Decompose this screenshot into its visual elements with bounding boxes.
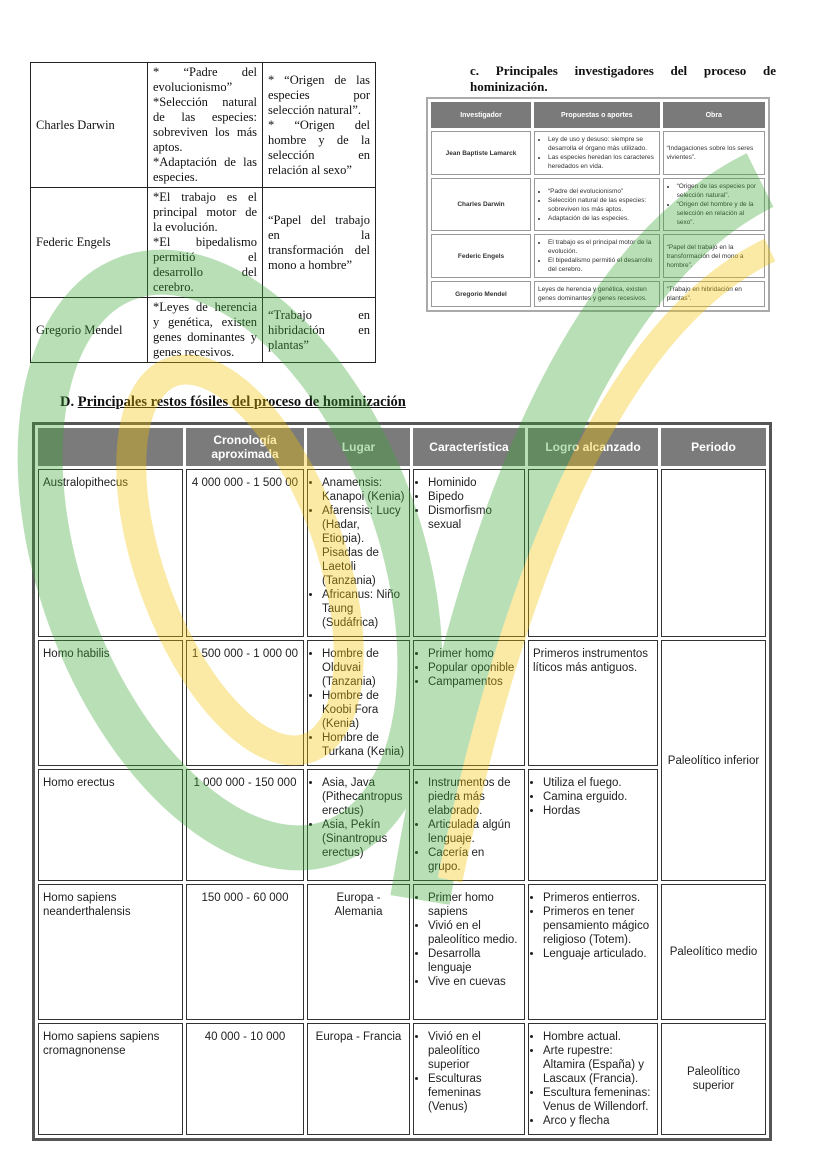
- species-name: Homo sapiens neanderthalensis: [38, 884, 183, 1020]
- list-item: • El trabajo es el principal motor de la evolución.: [548, 238, 656, 256]
- col-header: Periodo: [661, 428, 766, 466]
- lugar-cell: [307, 469, 410, 637]
- obra-cell: [663, 234, 765, 278]
- species-name: Homo erectus: [38, 769, 183, 881]
- bullet-list: [312, 776, 405, 860]
- col-header: Lugar: [307, 428, 410, 466]
- table-row: [38, 640, 766, 766]
- list-item: • Hordas: [543, 804, 653, 818]
- periodo-cell: Paleolítico superior: [661, 1023, 766, 1135]
- list-item: • Afarensis: Lucy (Hadar, Etiopia). Pisadas de Laetoli (Tanzania): [322, 504, 405, 588]
- logro-cell: Primeros instrumentos líticos más antiguos.: [528, 640, 658, 766]
- table-row: [38, 769, 766, 881]
- list-item: • Escultura femeninas: Venus de Willendorf.: [543, 1086, 653, 1114]
- list-item: • Arco y flecha: [543, 1114, 653, 1128]
- list-item: • Hombre de Koobi Fora (Kenia): [322, 689, 405, 731]
- list-item: • Vivió en el paleolítico medio.: [428, 919, 520, 947]
- list-item: • Primer homo: [428, 647, 520, 661]
- table-row: [38, 469, 766, 637]
- list-item: • Bipedo: [428, 490, 520, 504]
- investigators-table-left: [30, 62, 376, 363]
- species-name: Homo sapiens sapiens cromagnonense: [38, 1023, 183, 1135]
- species-name: Homo habilis: [38, 640, 183, 766]
- list-item: • “Padre del evolucionismo”: [548, 187, 656, 196]
- list-item: • Instrumentos de piedra más elaborado.: [428, 776, 520, 818]
- table-row: [38, 884, 766, 1020]
- caracteristica-cell: [413, 469, 525, 637]
- caracteristica-cell: [413, 640, 525, 766]
- cell-line: *El bipedalismo permitió el desarrollo del cerebro.: [153, 235, 257, 294]
- cell-line: * “Origen del hombre y de la selección en relación al sexo”: [268, 117, 370, 177]
- list-item: • Hombre de Olduvai (Tanzania): [322, 647, 405, 689]
- obra-cell: [263, 298, 376, 363]
- obra-cell: [263, 188, 376, 298]
- investigators-table-image: [426, 97, 770, 312]
- chronology-cell: 1 500 000 - 1 000 00: [186, 640, 304, 766]
- list-item: • Asia, Java (Pithecantropus erectus): [322, 776, 405, 818]
- list-item: • Lenguaje articulado.: [543, 947, 653, 961]
- bullet-list: [538, 238, 656, 274]
- chronology-cell: 150 000 - 60 000: [186, 884, 304, 1020]
- list-item: • Las especies heredan los caracteres heredados en vida.: [548, 153, 656, 171]
- cell-line: “Papel del trabajo en la transformación del mono a hombre”: [268, 212, 370, 272]
- list-item: • Primer homo sapiens: [428, 891, 520, 919]
- cell-line: *Leyes de herencia y genética, existen genes dominantes y genes recesivos.: [153, 300, 257, 359]
- lugar-cell: Europa - Francia: [307, 1023, 410, 1135]
- bullet-list: [533, 776, 653, 818]
- caracteristica-cell: [413, 884, 525, 1020]
- list-item: • Asia, Pekín (Sinantropus erectus): [322, 818, 405, 860]
- section-c-title: c. Principales investigadores del proceso de hominización.: [470, 63, 776, 94]
- logro-cell: [528, 884, 658, 1020]
- cell-line: * “Origen de las especies por selección natural”.: [268, 72, 370, 117]
- cell-line: “Indagaciones sobre los seres vivientes”.: [666, 145, 754, 161]
- chronology-cell: 40 000 - 10 000: [186, 1023, 304, 1135]
- bullet-list: [538, 135, 656, 171]
- aportes-cell: [148, 298, 263, 363]
- obra-cell: [663, 178, 765, 231]
- aportes-cell: [534, 178, 660, 231]
- list-item: • Africanus: Niño Taung (Sudáfrica): [322, 588, 405, 630]
- list-item: • Camina erguido.: [543, 790, 653, 804]
- chronology-cell: 1 000 000 - 150 000: [186, 769, 304, 881]
- caracteristica-cell: [413, 1023, 525, 1135]
- list-item: • “Origen de las especies por selección natural”.: [677, 182, 761, 200]
- cell-line: “Trabajo en hibridación en plantas”.: [666, 286, 742, 302]
- list-item: • Esculturas femeninas (Venus): [428, 1072, 520, 1114]
- cell-line: “Trabajo en hibridación en plantas”: [268, 307, 370, 352]
- investigator-name: Gregorio Mendel: [31, 298, 148, 363]
- col-header: Logro alcanzado: [528, 428, 658, 466]
- logro-cell: [528, 769, 658, 881]
- obra-cell: [663, 131, 765, 175]
- list-item: • “Origen del hombre y de la selección en relación al sexo”.: [677, 200, 761, 227]
- caracteristica-cell: [413, 769, 525, 881]
- list-item: • Dismorfismo sexual: [428, 504, 520, 532]
- list-item: • Utiliza el fuego.: [543, 776, 653, 790]
- cell-line: *Selección natural de las especies: sobreviven los más aptos.: [153, 95, 257, 154]
- list-item: • Arte rupestre: Altamira (España) y Lascaux (Francia).: [543, 1044, 653, 1086]
- lugar-cell: Europa - Alemania: [307, 884, 410, 1020]
- list-item: • Anamensis: Kanapoi (Kenia): [322, 476, 405, 504]
- species-name: Australopithecus: [38, 469, 183, 637]
- section-d-title: D. Principales restos fósiles del proceso de hominización: [60, 394, 406, 410]
- list-item: • Primeros en tener pensamiento mágico religioso (Totem).: [543, 905, 653, 947]
- chronology-cell: 4 000 000 - 1 500 00: [186, 469, 304, 637]
- cell-line: Leyes de herencia y genética, existen genes dominantes y genes recesivos.: [538, 286, 647, 302]
- table-row: [431, 131, 765, 175]
- list-item: • El bipedalismo permitió el desarrollo del cerebro.: [548, 256, 656, 274]
- lugar-cell: [307, 769, 410, 881]
- logro-cell: [528, 469, 658, 637]
- table-row: [431, 178, 765, 231]
- cell-line: “Papel del trabajo en la transformación del mono a hombre”.: [666, 243, 744, 269]
- periodo-cell: [661, 469, 766, 637]
- lugar-cell: [307, 640, 410, 766]
- bullet-list: [667, 182, 761, 227]
- fossils-table: [32, 422, 772, 1141]
- aportes-cell: [148, 63, 263, 188]
- list-item: • Articulada algún lenguaje.: [428, 818, 520, 846]
- bullet-list: [418, 1030, 520, 1114]
- list-item: • Hominido: [428, 476, 520, 490]
- list-item: • Hombre de Turkana (Kenia): [322, 731, 405, 759]
- investigator-name: Charles Darwin: [31, 63, 148, 188]
- col-header: Característica: [413, 428, 525, 466]
- list-item: • Cacería en grupo.: [428, 846, 520, 874]
- periodo-cell: Paleolítico inferior: [661, 640, 766, 881]
- list-item: • Popular oponible: [428, 661, 520, 675]
- obra-cell: [263, 63, 376, 188]
- col-header: [38, 428, 183, 466]
- bullet-list: [533, 891, 653, 961]
- aportes-cell: [534, 281, 660, 307]
- bullet-list: [418, 476, 520, 532]
- bullet-list: [418, 647, 520, 689]
- aportes-cell: [148, 188, 263, 298]
- investigator-name: Charles Darwin: [431, 178, 531, 231]
- col-header: Propuestas o aportes: [534, 102, 660, 128]
- cell-line: *Adaptación de las especies.: [153, 155, 257, 184]
- aportes-cell: [534, 131, 660, 175]
- table-row: [31, 63, 376, 188]
- bullet-list: [533, 1030, 653, 1128]
- aportes-cell: [534, 234, 660, 278]
- bullet-list: [418, 891, 520, 989]
- table-row: [431, 281, 765, 307]
- investigator-name: Gregorio Mendel: [431, 281, 531, 307]
- list-item: • Hombre actual.: [543, 1030, 653, 1044]
- list-item: • Selección natural de las especies: sobreviven los más aptos.: [548, 196, 656, 214]
- investigator-name: Federic Engels: [431, 234, 531, 278]
- list-item: • Primeros entierros.: [543, 891, 653, 905]
- table-row: [31, 298, 376, 363]
- periodo-cell: Paleolítico medio: [661, 884, 766, 1020]
- list-item: • Ley de uso y desuso: siempre se desarrolla el órgano más utilizado.: [548, 135, 656, 153]
- list-item: • Desarrolla lenguaje: [428, 947, 520, 975]
- list-item: • Vive en cuevas: [428, 975, 520, 989]
- investigator-name: Federic Engels: [31, 188, 148, 298]
- table-row: [38, 1023, 766, 1135]
- bullet-list: [538, 187, 656, 223]
- logro-cell: [528, 1023, 658, 1135]
- col-header: Investigador: [431, 102, 531, 128]
- col-header: Cronología aproximada: [186, 428, 304, 466]
- bullet-list: [418, 776, 520, 874]
- list-item: • Adaptación de las especies.: [548, 214, 656, 223]
- investigator-name: Jean Baptiste Lamarck: [431, 131, 531, 175]
- list-item: • Vivió en el paleolítico superior: [428, 1030, 520, 1072]
- table-row: [31, 188, 376, 298]
- bullet-list: [312, 647, 405, 759]
- list-item: • Campamentos: [428, 675, 520, 689]
- obra-cell: [663, 281, 765, 307]
- cell-line: * “Padre del evolucionismo”: [153, 65, 257, 94]
- cell-line: *El trabajo es el principal motor de la evolución.: [153, 190, 257, 234]
- col-header: Obra: [663, 102, 765, 128]
- bullet-list: [312, 476, 405, 630]
- table-row: [431, 234, 765, 278]
